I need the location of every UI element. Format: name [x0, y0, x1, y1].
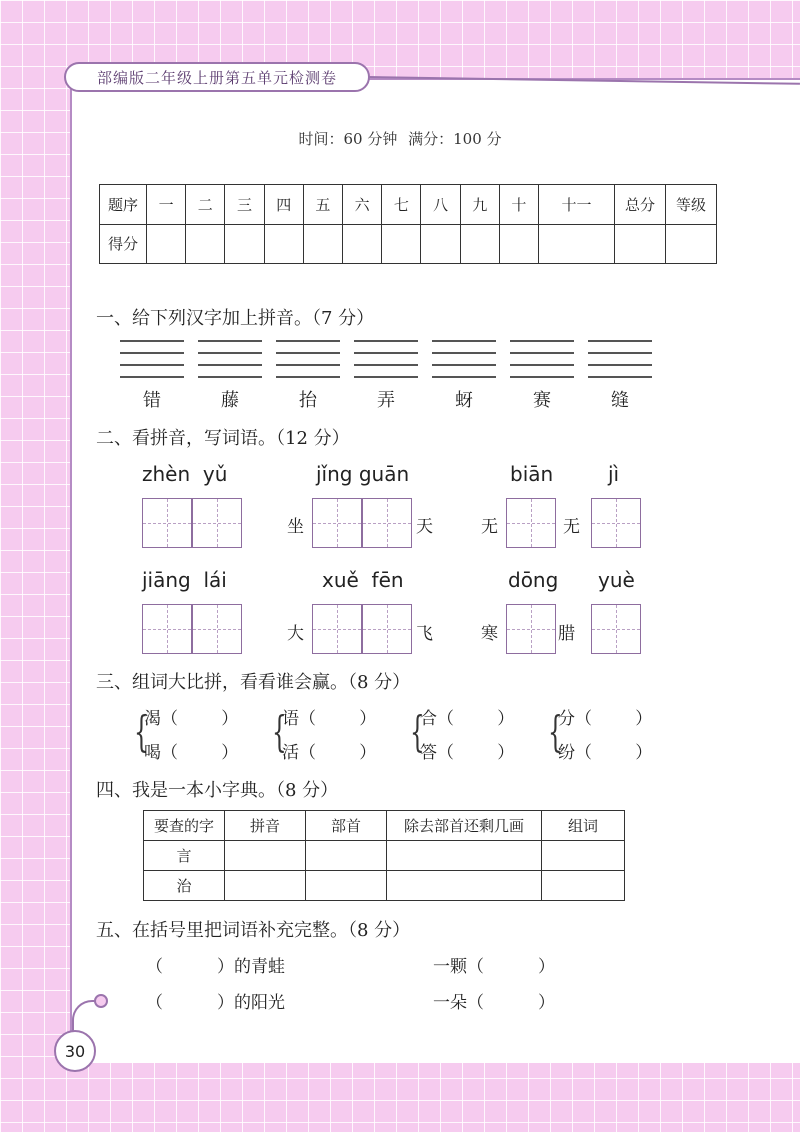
- pinyin-prompt: jǐng guān: [316, 462, 410, 486]
- given-hanzi: 无: [563, 517, 580, 537]
- word-prompt: 合（ ）: [420, 709, 515, 729]
- section1-characters: [120, 386, 652, 412]
- score-cell: 十: [499, 185, 538, 225]
- word-prompt: 活（ ）: [282, 743, 377, 763]
- brace-icon: {: [548, 707, 563, 756]
- word-prompt: 分（ ）: [558, 709, 653, 729]
- exam-meta: [0, 128, 800, 149]
- given-hanzi: 飞: [416, 624, 433, 644]
- score-cell: 五: [303, 185, 342, 225]
- score-blank[interactable]: [460, 224, 499, 264]
- lookup-char: 言: [144, 841, 225, 871]
- hanzi: 弄: [377, 390, 395, 411]
- answer-cell[interactable]: [225, 871, 306, 901]
- answer-cell[interactable]: [306, 841, 387, 871]
- pinyin-lines[interactable]: [588, 340, 652, 378]
- tianzi-grid[interactable]: [591, 498, 641, 548]
- word-group: [548, 702, 688, 764]
- word-prompt: 喝（ ）: [144, 743, 239, 763]
- section2-title: 二、看拼音，写词语。（12 分）: [96, 428, 350, 449]
- word-prompt: 语（ ）: [282, 709, 377, 729]
- decorative-ball-icon: [94, 994, 108, 1008]
- fill-blank[interactable]: 一朵（ ）: [433, 993, 556, 1013]
- score-cell: 六: [343, 185, 382, 225]
- pinyin-prompt: jì: [608, 462, 620, 486]
- dictionary-header-row: [144, 811, 625, 841]
- hanzi: 藤: [221, 390, 239, 411]
- section1-title: 一、给下列汉字加上拼音。（7 分）: [96, 308, 375, 329]
- word-group: [410, 702, 550, 764]
- pinyin-lines[interactable]: [432, 340, 496, 378]
- pinyin-lines[interactable]: [120, 340, 184, 378]
- pinyin-writing-lines: [120, 340, 652, 378]
- tianzi-grid[interactable]: [142, 498, 192, 548]
- tianzi-grid[interactable]: [142, 604, 192, 654]
- page-number: 30: [54, 1030, 96, 1072]
- word-prompt: 答（ ）: [420, 743, 515, 763]
- hanzi: 蚜: [455, 390, 473, 411]
- score-cell: 一: [147, 185, 186, 225]
- pinyin-prompt: jiāng lái: [142, 568, 227, 592]
- pinyin-prompt: biān: [510, 462, 554, 486]
- pinyin-prompt: xuě fēn: [322, 568, 404, 592]
- score-blank[interactable]: [382, 224, 421, 264]
- tianzi-grid[interactable]: [506, 604, 556, 654]
- tianzi-grid[interactable]: [192, 604, 242, 654]
- given-hanzi: 天: [416, 517, 433, 537]
- score-cell: 三: [225, 185, 264, 225]
- tianzi-grid[interactable]: [506, 498, 556, 548]
- answer-cell[interactable]: [387, 841, 542, 871]
- pinyin-lines[interactable]: [276, 340, 340, 378]
- dictionary-table: [143, 810, 625, 901]
- section4-title: 四、我是一本小字典。（8 分）: [96, 780, 339, 801]
- score-blank[interactable]: [147, 224, 186, 264]
- score-cell: 题序: [100, 185, 147, 225]
- score-blank[interactable]: [264, 224, 303, 264]
- answer-cell[interactable]: [542, 871, 625, 901]
- hanzi: 赛: [533, 390, 551, 411]
- column-header: 除去部首还剩几画: [387, 811, 542, 841]
- given-hanzi: 寒: [481, 624, 498, 644]
- score-blank[interactable]: [666, 224, 717, 264]
- section3-title: 三、组词大比拼，看看谁会赢。（8 分）: [96, 672, 411, 693]
- score-cell: 二: [186, 185, 225, 225]
- pinyin-prompt: dōng: [508, 568, 559, 592]
- brace-icon: {: [272, 707, 287, 756]
- column-header: 要查的字: [144, 811, 225, 841]
- score-blank[interactable]: [499, 224, 538, 264]
- column-header: 部首: [306, 811, 387, 841]
- lookup-char: 治: [144, 871, 225, 901]
- answer-cell[interactable]: [387, 871, 542, 901]
- word-prompt: 渴（ ）: [144, 709, 239, 729]
- fill-blank[interactable]: （ ）的阳光: [146, 993, 286, 1013]
- tianzi-grid[interactable]: [362, 604, 412, 654]
- pinyin-prompt: zhèn yǔ: [142, 462, 228, 486]
- word-prompt: 纷（ ）: [558, 743, 653, 763]
- word-group: [134, 702, 274, 764]
- dictionary-row: [144, 841, 625, 871]
- pinyin-prompt: yuè: [598, 568, 635, 592]
- score-blank[interactable]: [225, 224, 264, 264]
- given-hanzi: 无: [481, 517, 498, 537]
- tianzi-grid[interactable]: [362, 498, 412, 548]
- fill-blank[interactable]: （ ）的青蛙: [146, 957, 286, 977]
- score-cell: 四: [264, 185, 303, 225]
- brace-icon: {: [134, 707, 149, 756]
- tianzi-grid[interactable]: [312, 498, 362, 548]
- pinyin-lines[interactable]: [510, 340, 574, 378]
- pinyin-lines[interactable]: [354, 340, 418, 378]
- score-table-value-row: [100, 224, 717, 264]
- score-row-label: 得分: [100, 224, 147, 264]
- column-header: 组词: [542, 811, 625, 841]
- score-cell: 八: [421, 185, 460, 225]
- hanzi: 缝: [611, 390, 629, 411]
- score-cell: 九: [460, 185, 499, 225]
- score-blank[interactable]: [343, 224, 382, 264]
- tianzi-grid[interactable]: [312, 604, 362, 654]
- full-score: 满分：100 分: [408, 130, 502, 148]
- page-header-title: 部编版二年级上册第五单元检测卷: [64, 62, 370, 92]
- score-blank[interactable]: [615, 224, 666, 264]
- hanzi: 抬: [299, 390, 317, 411]
- tianzi-grid[interactable]: [591, 604, 641, 654]
- score-table-header-row: [100, 185, 717, 225]
- score-cell: 总分: [615, 185, 666, 225]
- dictionary-row: [144, 871, 625, 901]
- section5-title: 五、在括号里把词语补充完整。（8 分）: [96, 920, 411, 941]
- given-hanzi: 大: [287, 624, 304, 644]
- score-cell: 十一: [539, 185, 615, 225]
- brace-icon: {: [410, 707, 425, 756]
- score-table: [99, 184, 717, 264]
- score-cell: 七: [382, 185, 421, 225]
- column-header: 拼音: [225, 811, 306, 841]
- given-hanzi: 腊: [558, 624, 575, 644]
- fill-blank[interactable]: 一颗（ ）: [433, 957, 556, 977]
- score-blank[interactable]: [539, 224, 615, 264]
- score-cell: 等级: [666, 185, 717, 225]
- score-blank[interactable]: [186, 224, 225, 264]
- score-blank[interactable]: [303, 224, 342, 264]
- tianzi-grid[interactable]: [192, 498, 242, 548]
- answer-cell[interactable]: [306, 871, 387, 901]
- hanzi: 错: [143, 390, 161, 411]
- answer-cell[interactable]: [542, 841, 625, 871]
- pinyin-lines[interactable]: [198, 340, 262, 378]
- word-group: [272, 702, 412, 764]
- answer-cell[interactable]: [225, 841, 306, 871]
- given-hanzi: 坐: [287, 517, 304, 537]
- time-limit: 时间：60 分钟: [298, 130, 398, 148]
- score-blank[interactable]: [421, 224, 460, 264]
